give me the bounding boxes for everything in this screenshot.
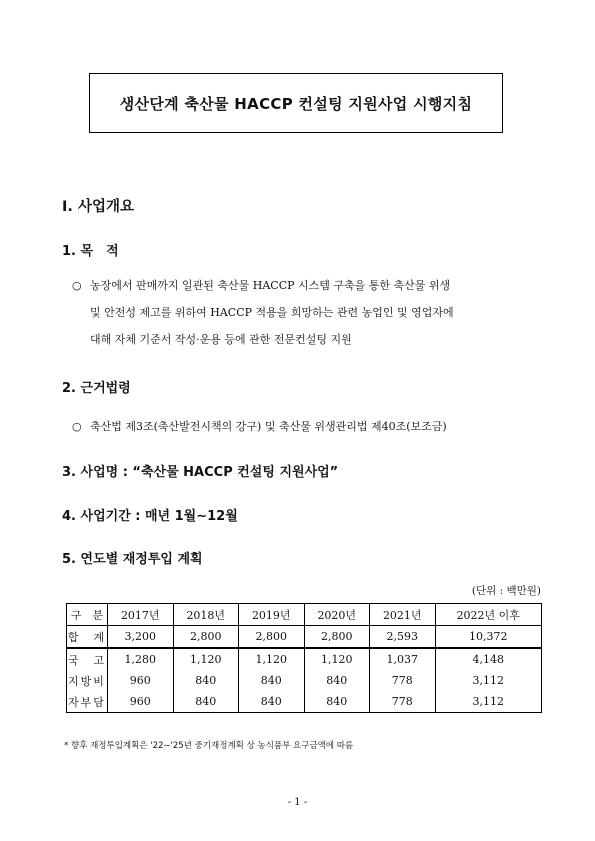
table-cell: 1,120 [239, 648, 305, 670]
budget-unit: (단위 : 백만원) [471, 585, 541, 597]
heading-budget-plan: 5. 연도별 재정투입 계획 [62, 552, 203, 567]
budget-footnote: * 향후 재정투입계획은 '22∼'25년 중기재정계획 상 농식품부 요구금액에 따름 [64, 741, 354, 751]
table-cell: 778 [370, 691, 436, 713]
purpose-line-2: 및 안전성 제고를 위하여 HACCP 적용을 희망하는 관련 농업인 및 영업자에 [90, 306, 454, 319]
heading-legal-basis: 2. 근거법령 [62, 381, 131, 396]
table-cell: 960 [108, 670, 174, 691]
table-header-cell: 2018년 [173, 604, 239, 626]
table-cell: 1,280 [108, 648, 174, 670]
row-label: 합 계 [67, 626, 108, 649]
table-row-local [67, 670, 542, 691]
page-number: - 1 - [287, 797, 308, 808]
table-cell: 960 [108, 691, 174, 713]
table-header-cell: 2022년 이후 [435, 604, 542, 626]
purpose-line-1: ○ 농장에서 판매까지 일관된 축산물 HACCP 시스템 구축을 통한 축산물 위생 [72, 272, 540, 299]
table-header-cell: 2019년 [239, 604, 305, 626]
purpose-line-3: 대해 자체 기준서 작성·운용 등에 관한 전문컨설팅 지원 [90, 333, 352, 346]
table-cell: 3,112 [435, 691, 542, 713]
table-cell: 778 [370, 670, 436, 691]
table-cell: 2,800 [304, 626, 370, 649]
legal-basis-paragraph [72, 413, 540, 440]
bullet-icon: ○ [72, 279, 82, 292]
table-cell: 840 [239, 691, 305, 713]
heading-purpose: 1. 목 적 [62, 244, 119, 259]
table-cell: 10,372 [435, 626, 542, 649]
table-header-cell: 2017년 [108, 604, 174, 626]
row-label: 지방비 [67, 670, 108, 691]
heading-project-name: 3. 사업명 : “축산물 HACCP 컨설팅 지원사업” [62, 465, 339, 480]
table-cell: 840 [239, 670, 305, 691]
table-cell: 840 [304, 691, 370, 713]
table-cell: 4,148 [435, 648, 542, 670]
section-heading-overview: Ⅰ. 사업개요 [62, 199, 134, 215]
table-row-total [67, 626, 542, 649]
purpose-paragraph [72, 272, 540, 353]
table-header-label: 구 분 [67, 604, 108, 626]
table-row-self [67, 691, 542, 713]
table-cell: 2,593 [370, 626, 436, 649]
legal-basis-text: 축산법 제3조(축산발전시책의 강구) 및 축산물 위생관리법 제40조(보조금) [90, 420, 447, 433]
table-cell: 3,112 [435, 670, 542, 691]
table-header-cell: 2021년 [370, 604, 436, 626]
row-label: 국 고 [67, 648, 108, 670]
table-cell: 1,120 [173, 648, 239, 670]
table-cell: 840 [304, 670, 370, 691]
table-cell: 1,037 [370, 648, 436, 670]
table-cell: 2,800 [173, 626, 239, 649]
table-row-national [67, 648, 542, 670]
table-header-cell: 2020년 [304, 604, 370, 626]
heading-project-period: 4. 사업기간 : 매년 1월∼12월 [62, 509, 238, 524]
table-cell: 840 [173, 691, 239, 713]
table-cell: 1,120 [304, 648, 370, 670]
row-label: 자부담 [67, 691, 108, 713]
table-cell: 840 [173, 670, 239, 691]
budget-table [66, 603, 542, 713]
table-cell: 2,800 [239, 626, 305, 649]
table-header-row [67, 604, 542, 626]
table-cell: 3,200 [108, 626, 174, 649]
document-title-box [89, 73, 503, 133]
bullet-icon: ○ [72, 420, 82, 433]
document-title: 생산단계 축산물 HACCP 컨설팅 지원사업 시행지침 [119, 94, 473, 113]
